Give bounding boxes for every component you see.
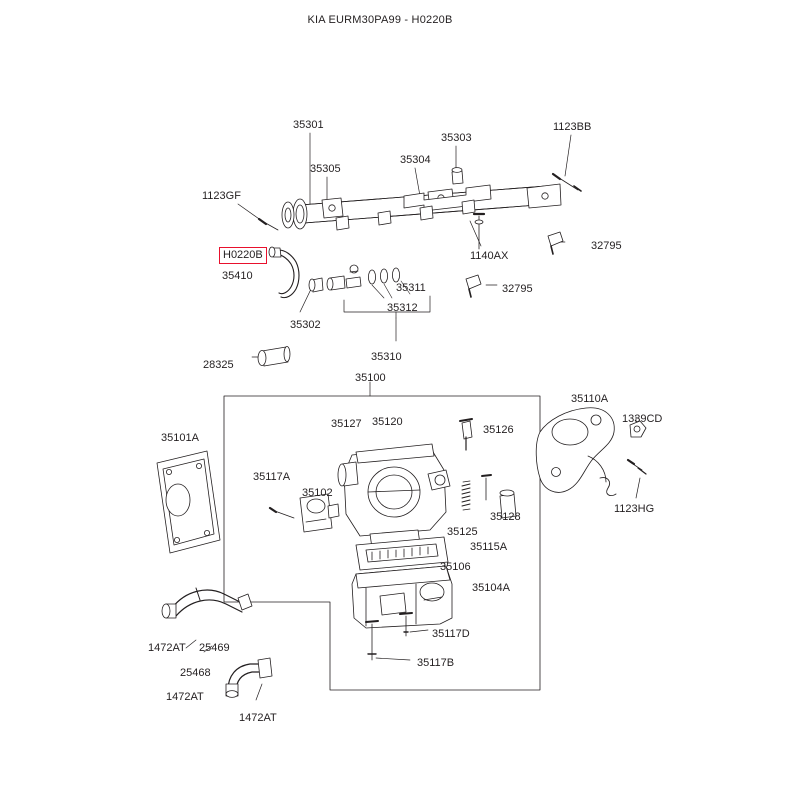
part-label-35310: 35310 bbox=[371, 351, 402, 363]
part-label-1123GF: 1123GF bbox=[202, 190, 241, 202]
part-label-35106: 35106 bbox=[440, 561, 471, 573]
part-label-35117D: 35117D bbox=[432, 628, 470, 640]
part-label-35117B: 35117B bbox=[417, 657, 455, 669]
part-label-25469: 25469 bbox=[199, 642, 230, 654]
part-label-32795-upper: 32795 bbox=[591, 240, 622, 252]
part-label-H0220B-highlighted[interactable]: H0220B bbox=[219, 247, 267, 264]
part-label-35125: 35125 bbox=[447, 526, 478, 538]
part-label-35303: 35303 bbox=[441, 132, 472, 144]
part-label-35115A: 35115A bbox=[470, 541, 508, 553]
part-label-1472AT-upper: 1472AT bbox=[148, 642, 186, 654]
part-label-35117A: 35117A bbox=[253, 471, 291, 483]
part-label-35302: 35302 bbox=[290, 319, 321, 331]
part-label-35102: 35102 bbox=[302, 487, 333, 499]
part-label-32795-lower: 32795 bbox=[502, 283, 533, 295]
page-title: KIA EURM30PA99 - H0220B bbox=[307, 14, 453, 26]
part-label-1472AT-middle: 1472AT bbox=[166, 691, 204, 703]
part-label-35312: 35312 bbox=[387, 302, 418, 314]
part-label-35126: 35126 bbox=[483, 424, 514, 436]
part-label-35101A: 35101A bbox=[161, 432, 199, 444]
part-label-35410: 35410 bbox=[222, 270, 253, 282]
part-label-1123BB: 1123BB bbox=[553, 121, 592, 133]
part-label-25468: 25468 bbox=[180, 667, 211, 679]
part-label-35311: 35311 bbox=[396, 282, 426, 294]
part-label-1472AT-lower: 1472AT bbox=[239, 712, 277, 724]
part-label-35128: 35128 bbox=[490, 511, 521, 523]
part-label-1123HG: 1123HG bbox=[614, 503, 655, 515]
part-label-35301: 35301 bbox=[293, 119, 324, 131]
part-label-35304: 35304 bbox=[400, 154, 431, 166]
part-label-1339CD: 1339CD bbox=[622, 413, 663, 425]
part-label-35120: 35120 bbox=[372, 416, 403, 428]
part-label-28325: 28325 bbox=[203, 359, 234, 371]
part-label-35100: 35100 bbox=[355, 372, 386, 384]
part-label-35127: 35127 bbox=[331, 418, 362, 430]
part-label-35104A: 35104A bbox=[472, 582, 510, 594]
part-label-35305: 35305 bbox=[310, 163, 341, 175]
part-label-1140AX: 1140AX bbox=[470, 250, 509, 262]
part-label-35110A: 35110A bbox=[571, 393, 609, 405]
